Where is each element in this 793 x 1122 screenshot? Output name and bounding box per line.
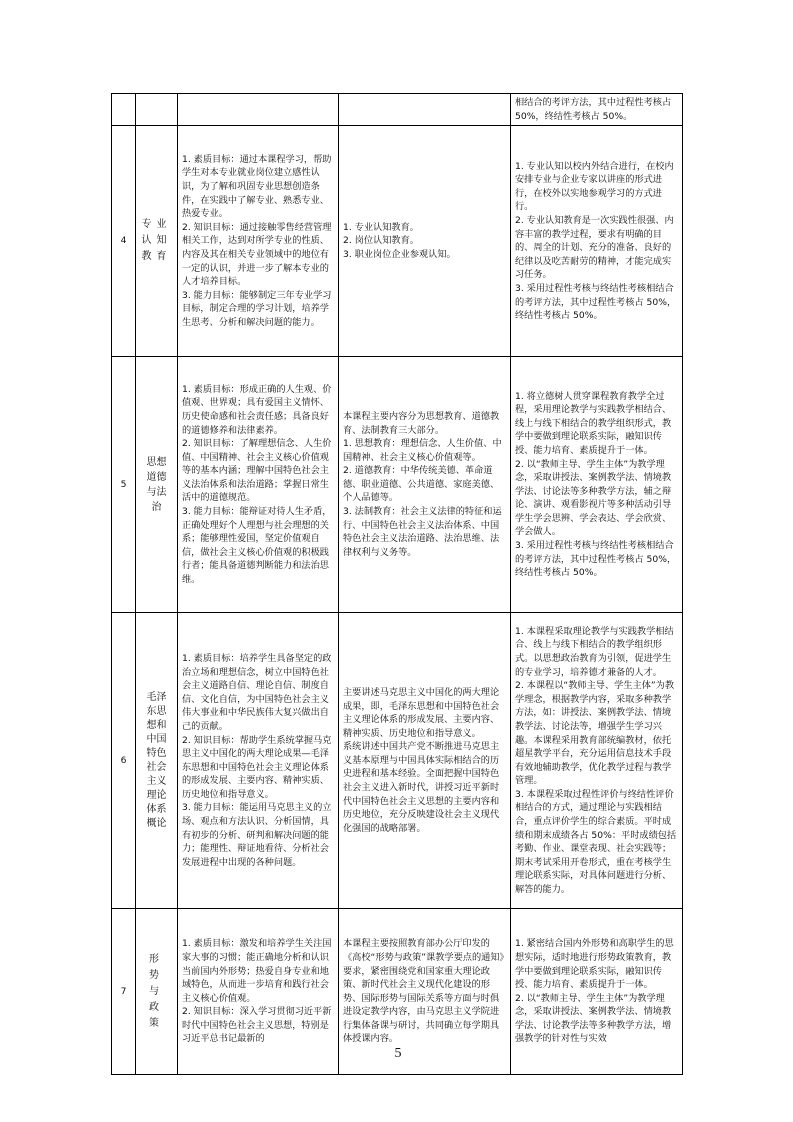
row-number: 5 [120,478,127,490]
goals-text: 3. 能力目标：能辩证对待人生矛盾，正确处理好个人理想与社会理想的关系；能够理性爱国，坚定价值观自信，做社会主义核心价值观的积极践行者；能具备道德判断能力和法治思维。 [182,506,332,586]
goals-text: 2. 知识目标：帮助学生系统掌握马克思主义中国化的两大理论成果—毛泽东思想和中国特色社会主义理论体系的形成发展、主要内容、精神实质、历史地位和指导意义。 [182,734,332,800]
course-name: 专业认知教育 [141,219,172,263]
content-text: 本课程主要内容分为思想教育、道德教育、法制教育三大部分。 [343,410,500,436]
row-number-cell [112,909,136,1075]
row-number-cell [112,613,136,909]
goals-text: 3. 能力目标：能够制定三年专业学习目标，制定合理的学习计划，培养学生思考、分析和解决问题的能力。 [182,289,332,328]
row-number-cell [112,94,136,126]
goals-text: 1. 素质目标：激发和培养学生关注国家大事的习惯；能正确地分析和认识当前国内外形势；热爱自身专业和地域特色，从而进一步培育和践行社会主义核心价值观。 [182,938,332,1004]
methods-cell [511,909,683,1075]
course-table [111,93,683,1075]
table-row [112,357,683,613]
methods-text: 1. 专业认知以校内外结合进行，在校内安排专业与企业专家以讲座的形式进行，在校外以实地参观学习的方式进行。 [515,160,674,213]
content-text: 本课程主要按照教育部办公厅印发的《高校“形势与政策”课教学要点的通知》要求，紧密围绕党和国家重大理论政策、新时代社会主义现代化建设的形势、国际形势与国际关系等方面与时俱进设定教学内容，由马克思主义学院进行集体备课与研讨，共同确立每学期具体授课内容。 [343,938,505,1045]
methods-cell [511,94,683,126]
content-text: 系统讲述中国共产党不断推进马克思主义基本原理与中国具体实际相结合的历史进程和基本经验。全面把握中国特色社会主义进入新时代，讲授习近平新时代中国特色社会主义思想的主要内容和历史地位，充分反映建设社会主义现代化强国的战略部署。 [343,741,500,834]
content-text: 1. 思想教育：理想信念、人生价值、中国精神、社会主义核心价值观等。 [343,438,502,463]
course-name-cell [136,909,178,1075]
methods-text: 2. 本课程以“教师主导、学生主体”为教学理念，根据教学内容，采取多种教学方法，如：讲授法、案例教学法、情境教学法、讨论法等，增强学生学习兴趣。本课程采用教育部统编教材，依托超星教学平台，充分运用信息技术手段有效地辅助教学，优化教学过程与教学管理。 [515,680,675,787]
course-table-body [112,94,683,1075]
page-number: 5 [394,1046,402,1061]
methods-text: 3. 采用过程性考核与终结性考核相结合的考评方法，其中过程性考核占 50%，终结性考核占 50%。 [515,540,677,579]
goals-text: 1. 素质目标：培养学生具备坚定的政治立场和理想信念，树立中国特色社会主义道路自信、理论自信、制度自信、文化自信，为中国特色社会主义伟大事业和中华民族伟大复兴做出自己的贡献。 [182,652,332,732]
table-row [112,94,683,126]
content-cell [339,126,511,357]
goals-cell [178,909,339,1075]
course-name-cell [136,126,178,357]
table-row [112,126,683,357]
goals-cell [178,94,339,126]
methods-cell [511,613,683,909]
methods-text: 1. 将立德树人贯穿课程教育教学全过程，采用理论教学与实践教学相结合、线上与线下相结合的教学组织形式，教学中要做到理论联系实际，融知识传授、能力培育、素质提升于一体。 [515,390,672,456]
goals-cell [178,613,339,909]
methods-text: 3. 采用过程性考核与终结性考核相结合的考评方法，其中过程性考核占 50%，终结性考核占 50%。 [515,282,677,322]
row-number-cell [112,357,136,613]
methods-text: 2. 专业认知教育是一次实践性很强、内容丰富的教学过程，要求有明确的目的、周全的计划、充分的准备、良好的纪律以及吃苦耐劳的精神，才能完成实习任务。 [515,215,674,281]
course-name-cell [136,357,178,613]
content-text: 2. 道德教育：中华传统美德、革命道德、职业道德、公共道德、家庭美德、个人品德等。 [343,465,500,504]
content-cell [339,94,511,126]
content-text: 3. 职业岗位企业参观认知。 [343,248,456,260]
goals-text: 2. 知识目标：深入学习贯彻习近平新时代中国特色社会主义思想，特别是习近平总书记最新的 [182,1006,332,1045]
course-name-cell [136,613,178,909]
goals-text: 1. 素质目标：形成正确的人生观、价值观、世界观；具有爱国主义情怀、历史使命感和社会责任感；具备良好的道德修养和法律素养。 [182,383,332,436]
goals-text: 3. 能力目标：能运用马克思主义的立场、观点和方法认识、分析国情，具有初步的分析、研判和解决问题的能力；能理性、辩证地看待、分析社会发展进程中出现的各种问题。 [182,802,332,868]
goals-cell [178,357,339,613]
methods-text: 1. 本课程采取理论教学与实践教学相结合、线上与线下相结合的教学组织形式。以思想政治教育为引领，促进学生的专业学习，培养德才兼备的人才。 [515,625,674,678]
content-cell [339,909,511,1075]
methods-text: 3. 本课程采取过程性评价与终结性评价相结合的方式，通过理论与实践相结合，重点评价学生的综合素质。平时成绩和期末成绩各占 50%：平时成绩包括考勤、作业、课堂表现、社会实践等；期末考试采用开卷形式，重在考核学生理论联系实际，对具体问题进行分析、解答的能力。 [515,788,677,896]
course-name: 形势与政策 [149,953,164,1029]
content-text: 主要讲述马克思主义中国化的两大理论成果，即，毛泽东思想和中国特色社会主义理论体系的形成发展、主要内容、精神实质、历史地位和指导意义。 [343,686,500,739]
methods-cell [511,357,683,613]
methods-text: 2. 以“教师主导、学生主体”为教学理念，采取讲授法、案例教学法、情境教学法、讨论法等多种教学方法，辅之辩论、演讲、观看影视片等多种活动引导学生学会思辨、学会表达、学会欣赏、学会做人。 [515,458,672,538]
course-name-cell [136,94,178,126]
course-name: 毛泽东思想和中国特色社会主义理论体系概论 [146,691,167,829]
goals-text: 1. 素质目标：通过本课程学习，帮助学生对本专业就业岗位建立感性认识，为了解和巩固专业思想创造条件，在实践中了解专业、熟悉专业、热爱专业。 [182,153,332,220]
row-number: 6 [120,754,127,766]
content-cell [339,357,511,613]
methods-cell [511,126,683,357]
course-name: 思想道德与法治 [146,456,167,513]
content-cell [339,613,511,909]
row-number-cell [112,126,136,357]
goals-text: 2. 知识目标：通过接触零售经营管理相关工作，达到对所学专业的性质、内容及其在相关专业领域中的地位有一定的认识，并进一步了解本专业的人才培养目标。 [182,221,332,288]
content-text: 2. 岗位认知教育。 [343,235,419,247]
table-row [112,613,683,909]
row-number: 7 [120,985,127,997]
methods-text: 1. 紧密结合国内外形势和高职学生的思想实际，适时地进行形势政策教育，教学中要做到理论联系实际，融知识传授、能力培育、素质提升于一体。 [515,938,674,991]
goals-text: 2. 知识目标：了解理想信念、人生价值、中国精神、社会主义核心价值观等的基本内涵；理解中国特色社会主义法治体系和法治道路；掌握日常生活中的道德规范。 [182,438,332,504]
content-text: 3. 法制教育：社会主义法律的特征和运行、中国特色社会主义法治体系、中国特色社会主义法治道路、法治思维、法律权利与义务等。 [343,506,502,558]
goals-cell [178,126,339,357]
methods-text: 相结合的考评方法，其中过程性考核占 50%，终结性考核占 50%。 [515,97,672,122]
content-text: 1. 专业认知教育。 [343,221,419,233]
methods-text: 2. 以“教师主导、学生主体”为教学理念，采取讲授法、案例教学法、情境教学法、讨论教学法等多种教学方法，增强教学的针对性与实效 [515,992,672,1045]
row-number: 4 [120,235,127,247]
